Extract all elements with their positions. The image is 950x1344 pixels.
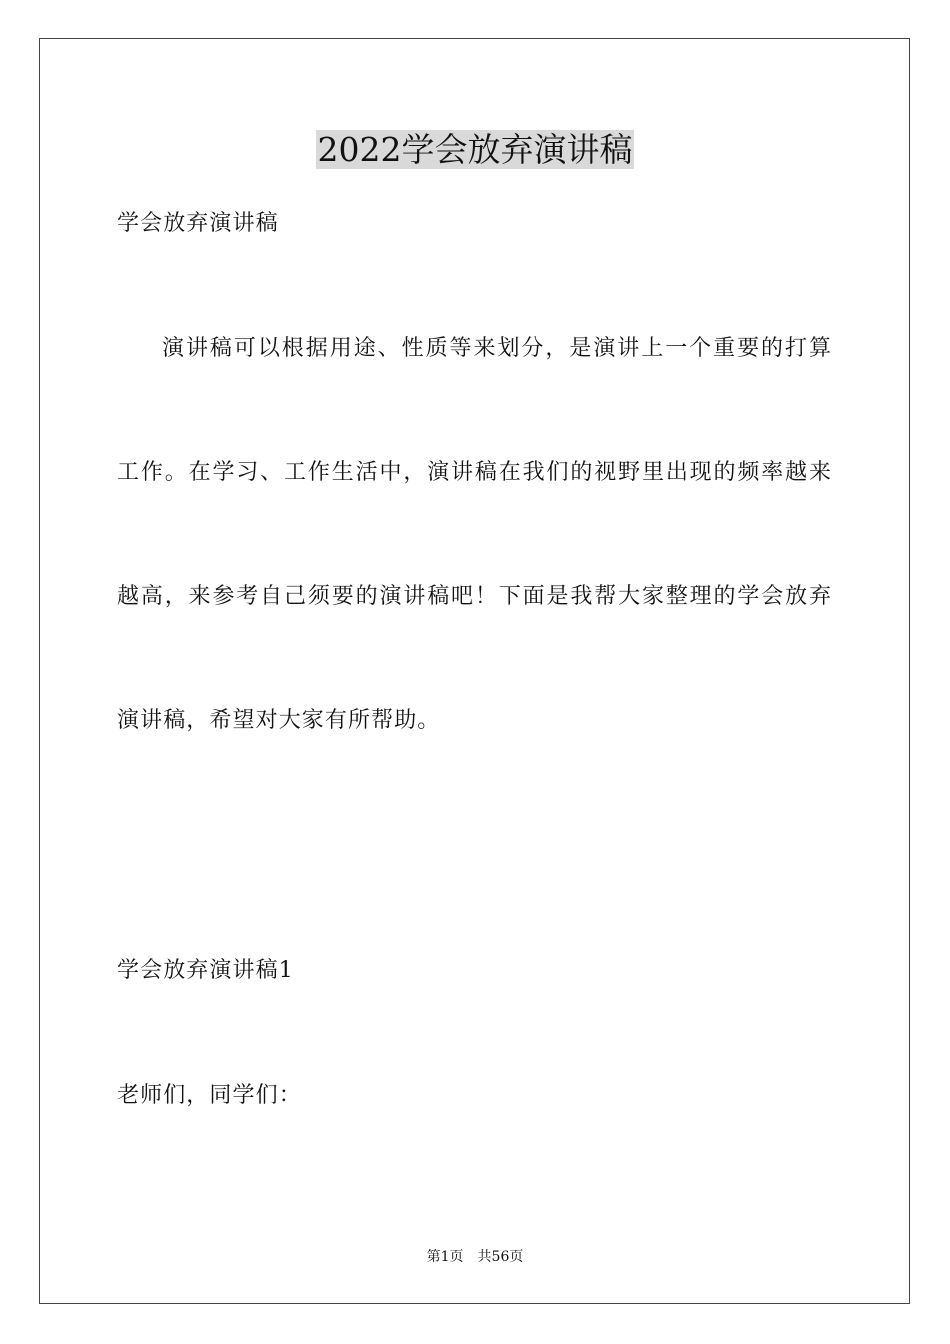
page-total: 共56页: [477, 1249, 524, 1265]
paragraph-line: 演讲稿，希望对大家有所帮助。: [117, 708, 441, 733]
paragraph-line: 工作。在学习、工作生活中，演讲稿在我们的视野里出现的频率越来: [117, 460, 831, 485]
salutation: 老师们，同学们：: [117, 1083, 302, 1108]
paragraph-line: 演讲稿可以根据用途、性质等来划分，是演讲上一个重要的打算: [162, 336, 831, 361]
paragraph-line: 越高，来参考自己须要的演讲稿吧！下面是我帮大家整理的学会放弃: [117, 584, 831, 609]
page-footer: [0, 1247, 950, 1267]
document-title-text: 2022学会放弃演讲稿: [317, 130, 633, 169]
page-number: 第1页: [426, 1249, 464, 1265]
document-subtitle: 学会放弃演讲稿: [117, 211, 279, 236]
section-heading: 学会放弃演讲稿1: [117, 958, 294, 983]
document-title: [0, 128, 950, 172]
